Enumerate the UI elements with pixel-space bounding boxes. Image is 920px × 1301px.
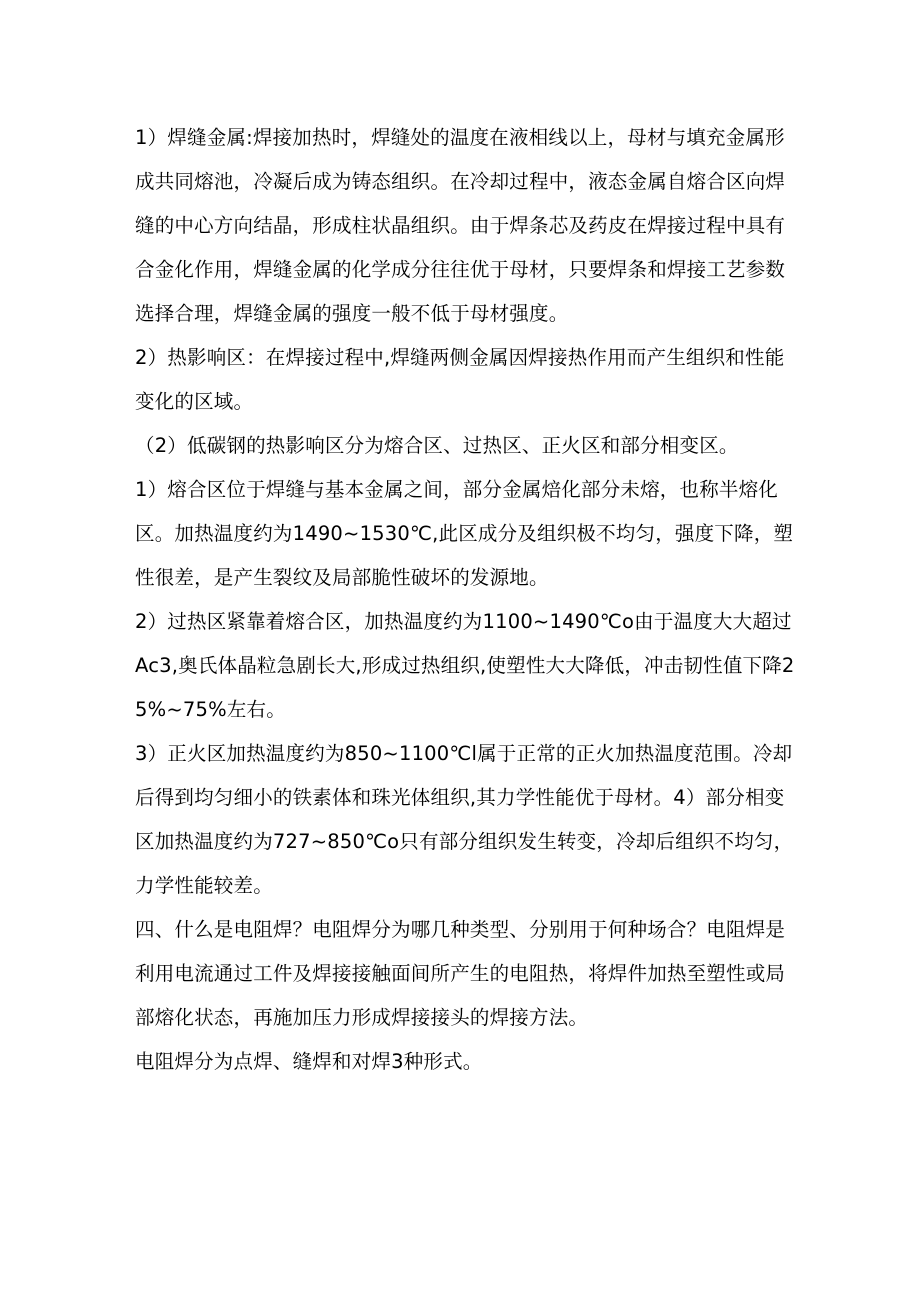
- paragraph-normalized-zone: 3）正火区加热温度约为850~1100℃l属于正常的正火加热温度范围。冷却后得到均匀细小的铁素体和珠光体组织,其力学性能优于母材。4）部分相变区加热温度约为727~850℃o只有部分组织发生转变，冷却后组织不均匀，力学性能较差。: [135, 742, 794, 897]
- paragraph-fusion-zone: 1）熔合区位于焊缝与基本金属之间，部分金属焙化部分未熔，也称半熔化区。加热温度约为1490~1530℃,此区成分及组织极不均匀，强度下降，塑性很差，是产生裂纹及局部脆性破坏的发源地。: [135, 478, 794, 589]
- paragraph-overheated-zone: 2）过热区紧靠着熔合区，加热温度约为1100~1490℃o由于温度大大超过Ac3,奥氏体晶粒急剧长大,形成过热组织,使塑性大大降低，冲击韧性值下降25%~75%左右。: [135, 610, 795, 721]
- document-body: [135, 116, 795, 1084]
- paragraph-weld-metal: 1）焊缝金属:焊接加热时，焊缝处的温度在液相线以上，母材与填充金属形成共同熔池，冷凝后成为铸态组织。在冷却过程中，液态金属自熔合区向焊缝的中心方向结晶，形成柱状晶组织。由于焊条芯及药皮在焊接过程中具有合金化作用，焊缝金属的化学成分往往优于母材，只要焊条和焊接工艺参数选择合理，焊缝金属的强度一般不低于母材强度。: [135, 126, 786, 325]
- paragraph-low-carbon-steel-haz: （2）低碳钢的热影响区分为熔合区、过热区、正火区和部分相变区。: [135, 434, 739, 457]
- paragraph-resistance-welding-types: 电阻焊分为点焊、缝焊和对焊3种形式。: [135, 1050, 483, 1073]
- paragraph-resistance-welding-question: 四、什么是电阻焊？电阻焊分为哪几种类型、分别用于何种场合？电阻焊是利用电流通过工件及焊接接触面间所产生的电阻热，将焊件加热至塑性或局部熔化状态，再施加压力形成焊接接头的焊接方法。: [135, 918, 786, 1029]
- paragraph-heat-affected-zone: 2）热影响区：在焊接过程中,焊缝两侧金属因焊接热作用而产生组织和性能变化的区域。: [135, 346, 785, 413]
